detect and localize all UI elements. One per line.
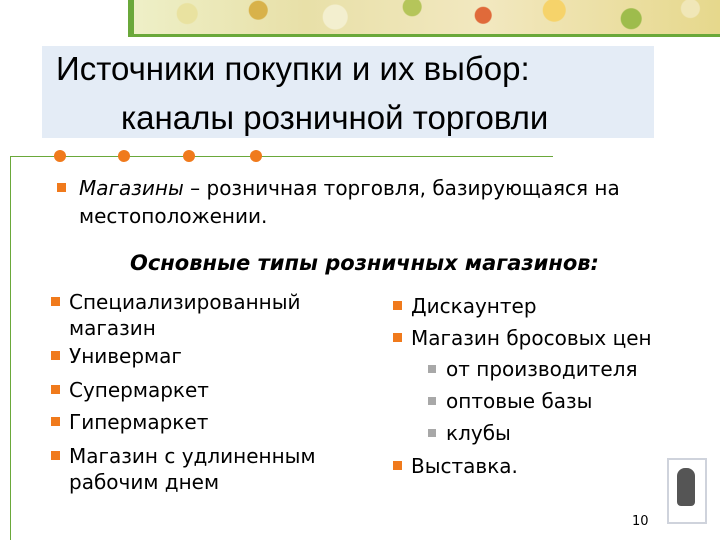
bullet-icon — [393, 301, 402, 310]
sub-list-item: от производителя — [446, 357, 638, 381]
definition-line — [79, 176, 620, 200]
bullet-icon — [393, 333, 402, 342]
list-item-continuation: рабочим днем — [69, 470, 220, 494]
bullet-icon — [51, 351, 60, 360]
slide-title-line1: Источники покупки и их выбор: — [56, 50, 530, 87]
bullet-icon — [57, 183, 66, 192]
list-item: Супермаркет — [69, 378, 209, 402]
list-item: Магазин бросовых цен — [411, 326, 652, 350]
sub-bullet-icon — [428, 365, 436, 373]
orange-dot — [250, 150, 262, 162]
banner-rule — [128, 34, 720, 37]
bullet-icon — [51, 451, 60, 460]
bullet-icon — [51, 385, 60, 394]
sub-bullet-icon — [428, 397, 436, 405]
slide-title-line2: каналы розничной торговли — [121, 99, 549, 136]
sub-bullet-icon — [428, 429, 436, 437]
statue-logo-icon — [667, 458, 707, 524]
list-item: Дискаунтер — [411, 294, 537, 318]
orange-dot — [118, 150, 130, 162]
list-item: Универмаг — [69, 344, 182, 368]
bullet-icon — [51, 417, 60, 426]
bullet-icon — [51, 297, 60, 306]
list-item: Специализированный — [69, 290, 301, 314]
bullet-icon — [393, 461, 402, 470]
subheading: Основные типы розничных магазинов: — [130, 251, 599, 275]
list-item: Выставка. — [411, 454, 518, 478]
definition-continuation: местоположении. — [79, 204, 268, 228]
decorative-banner — [128, 0, 720, 34]
definition-text: – розничная торговля, базирующаяся на — [183, 176, 620, 200]
list-item: Гипермаркет — [69, 410, 209, 434]
sub-list-item: клубы — [446, 421, 511, 445]
orange-dot — [183, 150, 195, 162]
page-number: 10 — [632, 514, 649, 529]
horizontal-rule — [10, 156, 553, 157]
list-item: Магазин с удлиненным — [69, 444, 316, 468]
list-item-continuation: магазин — [69, 316, 156, 340]
vertical-rule — [10, 156, 11, 540]
banner-accent — [128, 0, 134, 34]
statue-figure — [677, 468, 695, 506]
definition-term: Магазины — [79, 176, 184, 200]
sub-list-item: оптовые базы — [446, 389, 593, 413]
orange-dot — [54, 150, 66, 162]
